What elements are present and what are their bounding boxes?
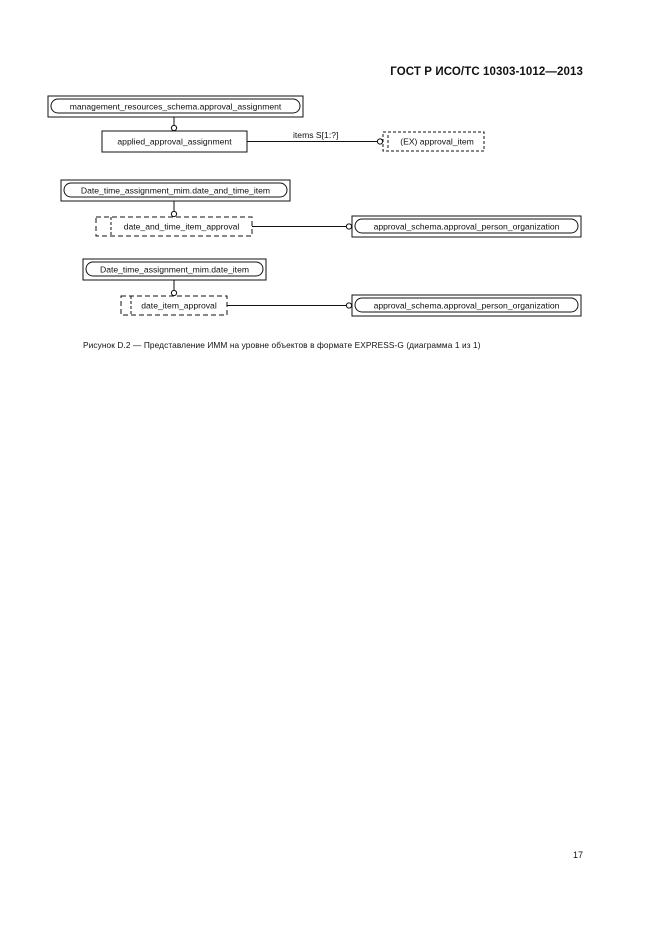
group1-target-label: (EX) approval_item [400,136,474,147]
group3-entity-label: date_item_approval [141,300,217,311]
group2-entity-label: date_and_time_item_approval [123,221,240,232]
group1-relation-circle [377,139,382,144]
group1-subtype-circle [171,125,176,130]
group2-relation-circle [346,224,351,229]
group3-subtype-circle [171,290,176,295]
group2-parent-label: Date_time_assignment_mim.date_and_time_item [80,185,271,196]
group1-relation-label: items S[1:?] [293,130,339,140]
figure-caption: Рисунок D.2 — Представление ИММ на уровне объектов в формате EXPRESS-G (диаграмма 1 из 1) [83,340,481,350]
page-number: 17 [573,850,584,860]
standard-header: ГОСТ Р ИСО/ТС 10303-1012—2013 [390,66,583,78]
group1-entity-label: applied_approval_assignment [117,136,232,147]
group1-parent-label: management_resources_schema.approval_assignment [69,101,282,112]
group3-relation-circle [346,303,351,308]
group3-target-label: approval_schema.approval_person_organization [373,300,560,311]
group2-subtype-circle [171,211,176,216]
express-g-diagram [0,0,661,336]
group2-target-label: approval_schema.approval_person_organization [373,221,560,232]
group3-parent-label: Date_time_assignment_mim.date_item [99,264,250,275]
